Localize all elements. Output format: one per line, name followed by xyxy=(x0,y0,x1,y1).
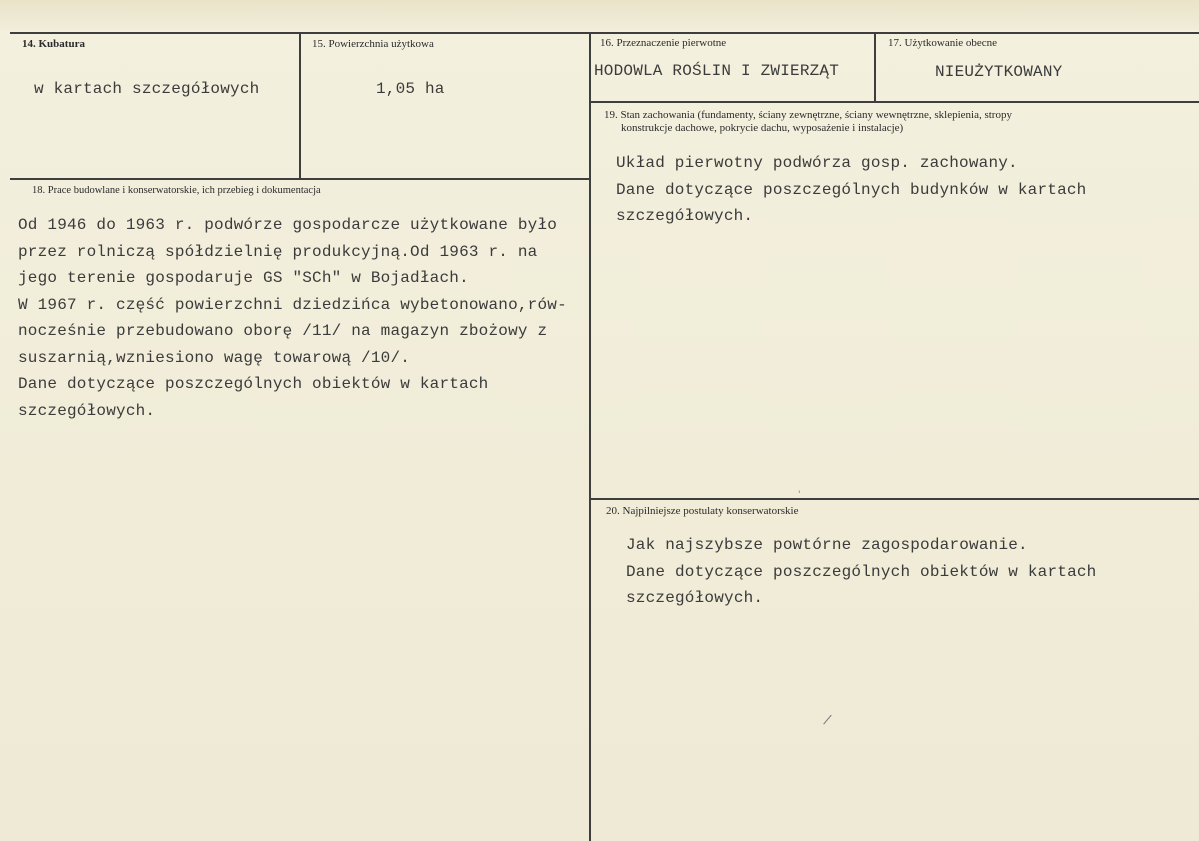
field17-value: NIEUŻYTKOWANY xyxy=(935,63,1063,81)
field18-line: Od 1946 do 1963 r. podwórze gospodarcze użytkowane było xyxy=(18,216,558,234)
top-rule xyxy=(10,32,1199,34)
field16-label: 16. Przeznaczenie pierwotne xyxy=(600,37,727,49)
divider-16-17 xyxy=(874,32,876,102)
field18-line: nocześnie przebudowano oborę /11/ na magazyn zbożowy z xyxy=(18,322,548,340)
field16-value: HODOWLA ROŚLIN I ZWIERZĄT xyxy=(594,62,840,80)
field18-label: 18. Prace budowlane i konserwatorskie, ich przebieg i dokumentacja xyxy=(32,185,321,196)
field19-line: Dane dotyczące poszczególnych budynków w kartach xyxy=(616,180,1087,199)
field14-value: w kartach szczegółowych xyxy=(34,80,260,98)
field20-line: szczegółowych. xyxy=(626,589,764,607)
rule-under-row1-right xyxy=(590,101,1199,103)
divider-14-15 xyxy=(299,32,301,179)
field18-text xyxy=(18,212,567,424)
field20-label: 20. Najpilniejsze postulaty konserwatorskie xyxy=(606,505,799,517)
field19-line: Układ pierwotny podwórza gosp. zachowany. xyxy=(616,154,1018,172)
field18-line: szczegółowych. xyxy=(18,401,156,420)
field19-label-line1: 19. Stan zachowania (fundamenty, ściany zewnętrzne, ściany wewnętrzne, sklepienia, stropy xyxy=(604,109,1012,121)
field18-line: przez rolniczą spółdzielnię produkcyjną.Od 1963 r. na xyxy=(18,242,538,261)
divider-left-right xyxy=(589,32,591,841)
field19-text xyxy=(616,150,1086,230)
field18-line: W 1967 r. część powierzchni dziedzińca wybetonowano,rów- xyxy=(18,295,567,314)
pen-mark: ' xyxy=(798,490,801,500)
field17-label: 17. Użytkowanie obecne xyxy=(888,37,998,49)
rule-above-field20 xyxy=(590,498,1199,500)
field19-label-line2: konstrukcje dachowe, pokrycie dachu, wyposażenie i instalacje) xyxy=(621,122,904,134)
field14-label: 14. Kubatura xyxy=(22,38,85,50)
field18-line: jego terenie gospodaruje GS "SCh" w Bojadłach. xyxy=(18,269,469,287)
pen-mark: | xyxy=(821,712,835,726)
field20-line: Dane dotyczące poszczególnych obiektów w kartach xyxy=(626,562,1097,581)
card-top-edge xyxy=(0,0,1199,30)
field15-label: 15. Powierzchnia użytkowa xyxy=(312,38,434,50)
field20-text xyxy=(626,532,1096,612)
field18-line: Dane dotyczące poszczególnych obiektów w kartach xyxy=(18,375,489,393)
field15-value: 1,05 ha xyxy=(376,80,445,98)
field19-line: szczegółowych. xyxy=(616,207,754,225)
field18-line: suszarnią,wzniesiono wagę towarową /10/. xyxy=(18,348,411,367)
field20-line: Jak najszybsze powtórne zagospodarowanie. xyxy=(626,536,1028,554)
